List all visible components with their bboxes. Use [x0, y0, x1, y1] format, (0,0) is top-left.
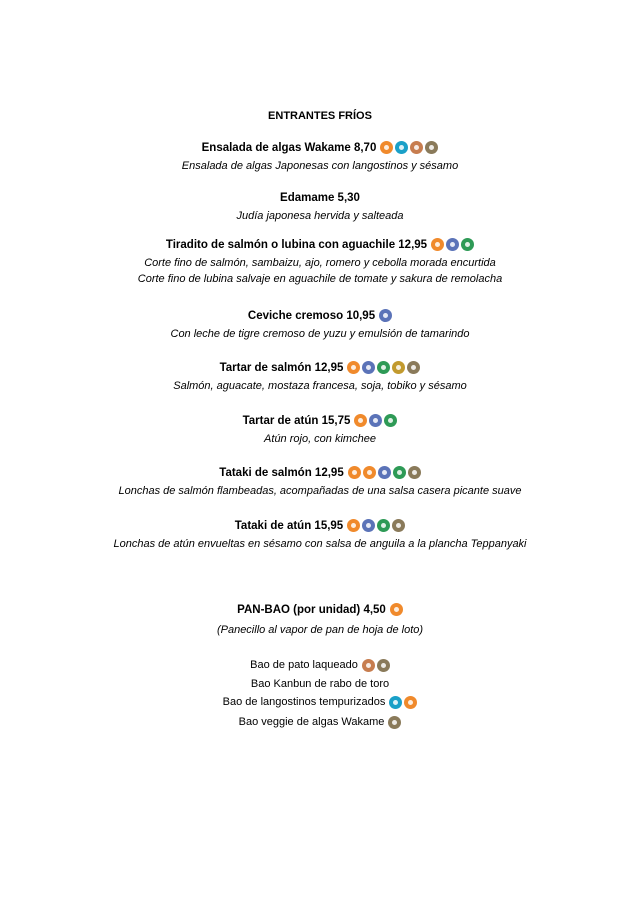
dish-name [0, 140, 640, 156]
gluten-icon [348, 466, 361, 479]
bao-item [0, 714, 640, 730]
crustacean-icon [395, 141, 408, 154]
celery-icon [377, 519, 390, 532]
dish-name [0, 360, 640, 376]
egg-icon [363, 466, 376, 479]
dish-name-text: Tataki de salmón 12,95 [219, 467, 344, 480]
dish-description [0, 483, 640, 499]
dish-name [0, 237, 640, 253]
celery-icon [461, 238, 474, 251]
allergen-icons [378, 140, 438, 156]
gluten-icon [347, 519, 360, 532]
bao-item [0, 676, 640, 692]
allergen-icons [360, 657, 390, 673]
dish-description [0, 378, 640, 394]
dish-name [0, 518, 640, 534]
allergen-icons [429, 237, 474, 253]
allergen-icons [345, 518, 405, 534]
sesame-icon [425, 141, 438, 154]
section-title-text: ENTRANTES FRÍOS [268, 110, 372, 122]
dish-name-text: Tartar de salmón 12,95 [219, 362, 344, 375]
dish-name-text: Ceviche cremoso 10,95 [247, 310, 376, 323]
celery-icon [393, 466, 406, 479]
dish-description [0, 326, 640, 342]
gluten-icon [380, 141, 393, 154]
dish-description-text: Lonchas de atún envueltas en sésamo con salsa de anguila a la plancha Teppanyaki [113, 538, 527, 550]
dish-name [0, 190, 640, 206]
bao-item-text: Bao Kanbun de rabo de toro [250, 678, 390, 690]
dish-description [0, 158, 640, 174]
dish-description-text: Salmón, aguacate, mostaza francesa, soja, tobiko y sésamo [173, 380, 467, 392]
dish-description-text: Judía japonesa hervida y salteada [236, 210, 404, 222]
dish-name [0, 308, 640, 324]
dish-description-text: Ensalada de algas Japonesas con langostinos y sésamo [181, 160, 459, 172]
gluten-icon [431, 238, 444, 251]
dish-description-text: Corte fino de lubina salvaje en aguachile de tomate y sakura de remolacha [137, 273, 503, 285]
fish-icon [362, 519, 375, 532]
bao-subtitle-text: (Panecillo al vapor de pan de hoja de loto) [216, 624, 424, 636]
dish-name-text: Tataki de atún 15,95 [234, 520, 344, 533]
egg-icon [347, 361, 360, 374]
fish-icon [446, 238, 459, 251]
sesame-icon [392, 519, 405, 532]
dish-description-text: Atún rojo, con kimchee [264, 433, 376, 445]
allergen-icons [388, 602, 403, 618]
soy-icon [362, 659, 375, 672]
allergen-icons [345, 360, 420, 376]
dish-name-text: Tiradito de salmón o lubina con aguachile 12,95 [165, 239, 428, 252]
dish-description-text: Con leche de tigre cremoso de yuzu y emulsión de tamarindo [170, 328, 470, 340]
dish-description [0, 431, 640, 447]
bao-item-text: Bao veggie de algas Wakame [238, 716, 385, 728]
bao-item [0, 657, 640, 673]
bao-item-text: Bao de langostinos tempurizados [222, 696, 386, 708]
dish-name-text: Tartar de atún 15,75 [242, 415, 351, 428]
dish-name [0, 413, 640, 429]
mustard-icon [392, 361, 405, 374]
gluten-icon [390, 603, 403, 616]
dish-description [0, 208, 640, 224]
dish-description [0, 255, 640, 271]
dish-description [0, 536, 640, 552]
dish-name-text: Edamame 5,30 [280, 192, 360, 204]
sesame-icon [377, 659, 390, 672]
celery-icon [377, 361, 390, 374]
fish-icon [378, 466, 391, 479]
bao-subtitle [0, 622, 640, 638]
gluten-icon [354, 414, 367, 427]
sesame-icon [408, 466, 421, 479]
section-title [0, 108, 640, 124]
dish-name-text: Ensalada de algas Wakame 8,70 [201, 142, 377, 155]
bao-title-text: PAN-BAO (por unidad) 4,50 [237, 604, 386, 617]
sesame-icon [388, 716, 401, 729]
bao-item [0, 694, 640, 710]
dish-description-text: Corte fino de salmón, sambaizu, ajo, romero y cebolla morada encurtida [144, 257, 496, 269]
allergen-icons [377, 308, 392, 324]
celery-icon [384, 414, 397, 427]
allergen-icons [352, 413, 397, 429]
sesame-icon [407, 361, 420, 374]
allergen-icons [386, 714, 401, 730]
fish-icon [362, 361, 375, 374]
fish-icon [379, 309, 392, 322]
egg-icon [404, 696, 417, 709]
fish-icon [369, 414, 382, 427]
bao-item-text: Bao de pato laqueado [250, 659, 358, 671]
soy-icon [410, 141, 423, 154]
allergen-icons [387, 694, 417, 710]
dish-name [0, 465, 640, 481]
bao-title [0, 602, 640, 618]
dish-description-text: Lonchas de salmón flambeadas, acompañadas de una salsa casera picante suave [118, 485, 522, 497]
crustacean-icon [389, 696, 402, 709]
allergen-icons [346, 465, 421, 481]
dish-description [0, 271, 640, 287]
